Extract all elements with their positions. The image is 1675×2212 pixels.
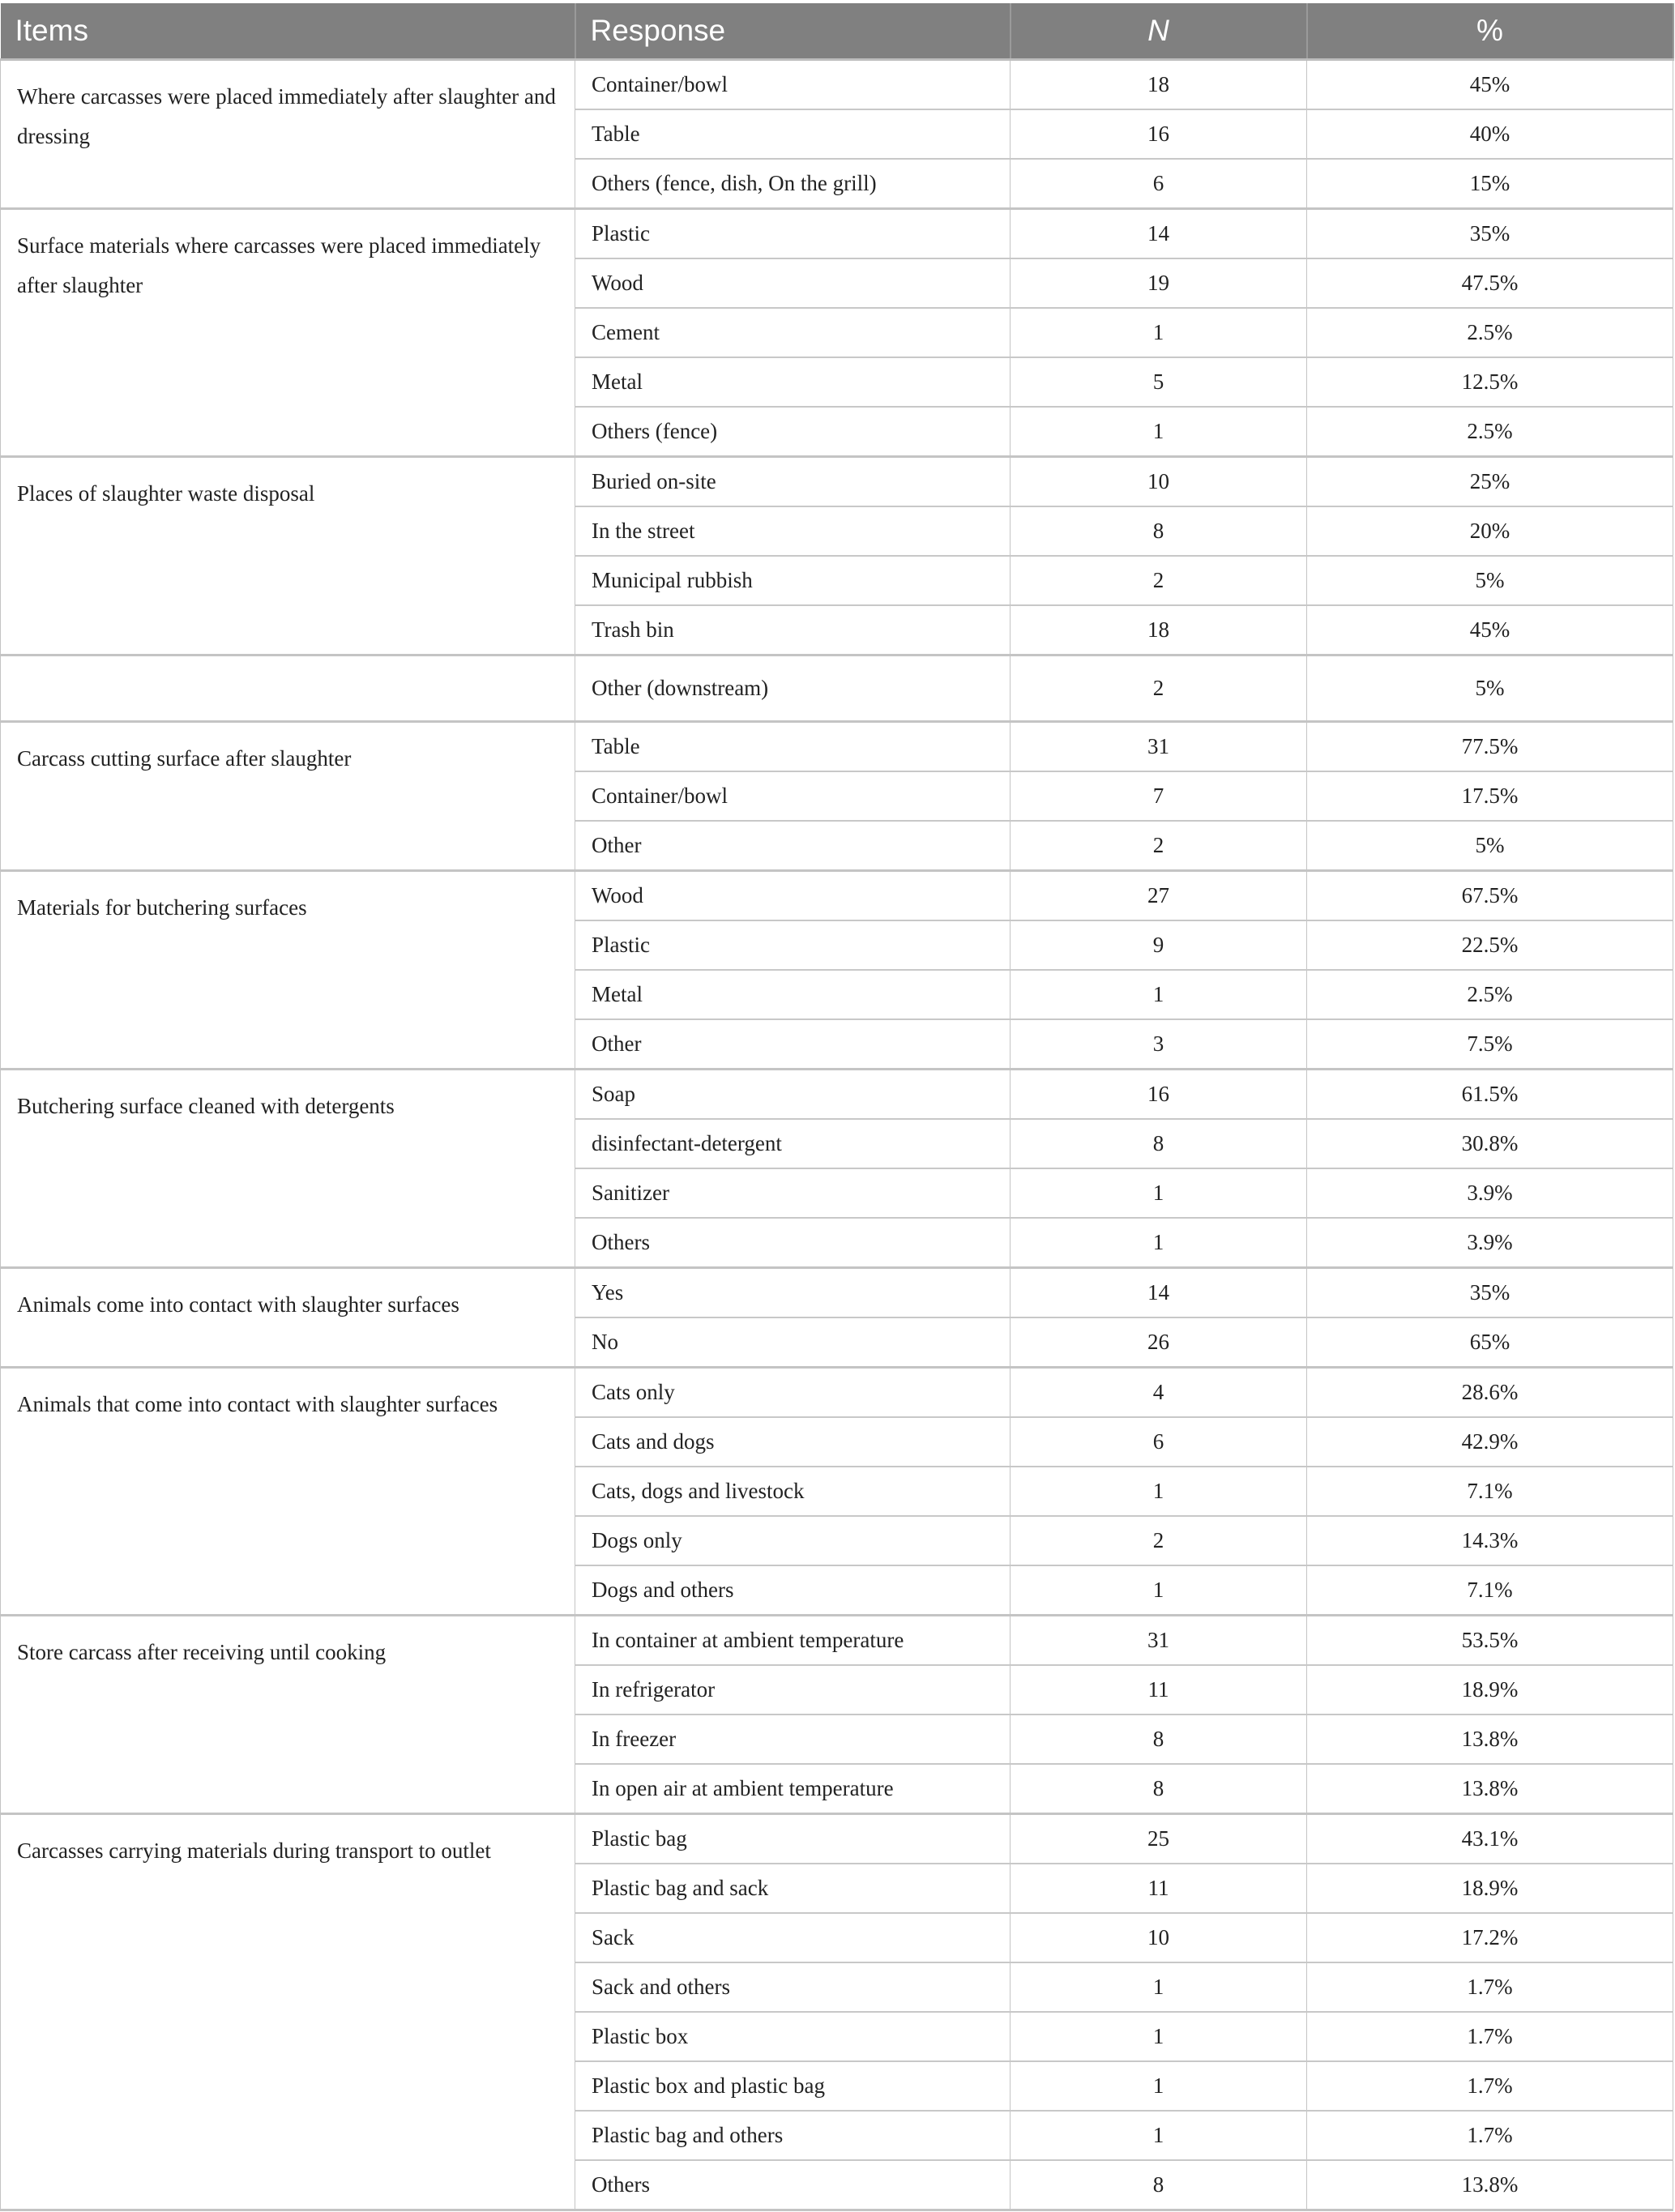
item-cell: Animals that come into contact with slaughter surfaces [1, 1368, 575, 1616]
percent-cell: 15% [1307, 159, 1673, 209]
n-cell: 8 [1011, 1715, 1307, 1764]
item-cell: Carcass cutting surface after slaughter [1, 722, 575, 871]
percent-cell: 45% [1307, 605, 1673, 655]
percent-cell: 25% [1307, 457, 1673, 507]
percent-cell: 18.9% [1307, 1864, 1673, 1913]
percent-cell: 45% [1307, 60, 1673, 110]
percent-cell: 53.5% [1307, 1616, 1673, 1666]
item-cell: Places of slaughter waste disposal [1, 457, 575, 655]
n-cell: 2 [1011, 1516, 1307, 1565]
response-cell: Wood [575, 258, 1011, 308]
n-cell: 5 [1011, 357, 1307, 407]
table-body [1, 60, 1673, 2210]
response-cell: Others [575, 1218, 1011, 1268]
percent-cell: 3.9% [1307, 1218, 1673, 1268]
response-cell: Others (fence) [575, 407, 1011, 457]
table-row [1, 655, 1673, 722]
item-cell: Butchering surface cleaned with detergents [1, 1070, 575, 1268]
percent-cell: 42.9% [1307, 1417, 1673, 1467]
response-cell: Dogs only [575, 1516, 1011, 1565]
n-cell: 4 [1011, 1368, 1307, 1418]
n-cell: 11 [1011, 1665, 1307, 1715]
response-cell: Sack [575, 1913, 1011, 1962]
response-cell: Container/bowl [575, 771, 1011, 821]
percent-cell: 67.5% [1307, 871, 1673, 921]
n-cell: 2 [1011, 556, 1307, 605]
n-cell: 18 [1011, 60, 1307, 110]
percent-cell: 7.5% [1307, 1019, 1673, 1070]
n-cell: 25 [1011, 1814, 1307, 1864]
percent-cell: 1.7% [1307, 2061, 1673, 2111]
n-cell: 1 [1011, 1565, 1307, 1616]
response-cell: Municipal rubbish [575, 556, 1011, 605]
table-row [1, 871, 1673, 921]
header-items: Items [1, 3, 575, 60]
response-cell: Dogs and others [575, 1565, 1011, 1616]
response-cell: In the street [575, 506, 1011, 556]
n-cell: 10 [1011, 1913, 1307, 1962]
n-cell: 14 [1011, 209, 1307, 259]
item-cell [1, 655, 575, 722]
response-cell: Plastic [575, 209, 1011, 259]
header-percent: % [1307, 3, 1673, 60]
item-cell: Carcasses carrying materials during transport to outlet [1, 1814, 575, 2210]
percent-cell: 13.8% [1307, 1715, 1673, 1764]
response-cell: Metal [575, 970, 1011, 1019]
response-cell: Yes [575, 1268, 1011, 1318]
n-cell: 1 [1011, 2012, 1307, 2061]
table-row [1, 1368, 1673, 1418]
n-cell: 1 [1011, 407, 1307, 457]
table-row [1, 209, 1673, 259]
percent-cell: 1.7% [1307, 2111, 1673, 2160]
response-cell: In freezer [575, 1715, 1011, 1764]
percent-cell: 5% [1307, 556, 1673, 605]
n-cell: 19 [1011, 258, 1307, 308]
response-cell: Plastic [575, 920, 1011, 970]
percent-cell: 28.6% [1307, 1368, 1673, 1418]
response-cell: In refrigerator [575, 1665, 1011, 1715]
response-cell: No [575, 1317, 1011, 1368]
percent-cell: 2.5% [1307, 970, 1673, 1019]
table-row [1, 1814, 1673, 1864]
percent-cell: 1.7% [1307, 1962, 1673, 2012]
response-cell: Plastic bag and others [575, 2111, 1011, 2160]
n-cell: 8 [1011, 1764, 1307, 1814]
item-cell: Where carcasses were placed immediately after slaughter and dressing [1, 60, 575, 209]
response-cell: Plastic bag [575, 1814, 1011, 1864]
response-cell: Buried on-site [575, 457, 1011, 507]
response-cell: Container/bowl [575, 60, 1011, 110]
n-cell: 16 [1011, 1070, 1307, 1120]
table-header [1, 3, 1673, 60]
table-row [1, 60, 1673, 110]
percent-cell: 61.5% [1307, 1070, 1673, 1120]
n-cell: 2 [1011, 655, 1307, 722]
response-cell: disinfectant-detergent [575, 1119, 1011, 1168]
percent-cell: 40% [1307, 109, 1673, 159]
response-cell: Trash bin [575, 605, 1011, 655]
item-cell: Surface materials where carcasses were placed immediately after slaughter [1, 209, 575, 457]
n-cell: 7 [1011, 771, 1307, 821]
n-cell: 1 [1011, 970, 1307, 1019]
response-cell: Others [575, 2160, 1011, 2210]
n-cell: 8 [1011, 506, 1307, 556]
percent-cell: 3.9% [1307, 1168, 1673, 1218]
response-cell: In open air at ambient temperature [575, 1764, 1011, 1814]
response-cell: In container at ambient temperature [575, 1616, 1011, 1666]
n-cell: 2 [1011, 821, 1307, 871]
response-cell: Others (fence, dish, On the grill) [575, 159, 1011, 209]
percent-cell: 7.1% [1307, 1565, 1673, 1616]
n-cell: 1 [1011, 1218, 1307, 1268]
percent-cell: 22.5% [1307, 920, 1673, 970]
response-cell: Table [575, 722, 1011, 772]
percent-cell: 1.7% [1307, 2012, 1673, 2061]
n-cell: 9 [1011, 920, 1307, 970]
item-cell: Store carcass after receiving until cooking [1, 1616, 575, 1814]
n-cell: 31 [1011, 1616, 1307, 1666]
percent-cell: 12.5% [1307, 357, 1673, 407]
response-cell: Cats only [575, 1368, 1011, 1418]
response-cell: Sanitizer [575, 1168, 1011, 1218]
response-cell: Soap [575, 1070, 1011, 1120]
n-cell: 1 [1011, 1467, 1307, 1516]
percent-cell: 30.8% [1307, 1119, 1673, 1168]
response-cell: Cats, dogs and livestock [575, 1467, 1011, 1516]
n-cell: 18 [1011, 605, 1307, 655]
percent-cell: 43.1% [1307, 1814, 1673, 1864]
n-cell: 1 [1011, 308, 1307, 357]
n-cell: 3 [1011, 1019, 1307, 1070]
header-n: N [1011, 3, 1307, 60]
percent-cell: 5% [1307, 655, 1673, 722]
table-row [1, 457, 1673, 507]
n-cell: 6 [1011, 1417, 1307, 1467]
n-cell: 1 [1011, 1962, 1307, 2012]
n-cell: 14 [1011, 1268, 1307, 1318]
n-cell: 10 [1011, 457, 1307, 507]
n-cell: 1 [1011, 2061, 1307, 2111]
percent-cell: 2.5% [1307, 407, 1673, 457]
header-response: Response [575, 3, 1011, 60]
item-cell: Materials for butchering surfaces [1, 871, 575, 1070]
percent-cell: 47.5% [1307, 258, 1673, 308]
n-cell: 1 [1011, 1168, 1307, 1218]
n-cell: 6 [1011, 159, 1307, 209]
percent-cell: 17.5% [1307, 771, 1673, 821]
table-row [1, 1070, 1673, 1120]
percent-cell: 14.3% [1307, 1516, 1673, 1565]
n-cell: 1 [1011, 2111, 1307, 2160]
survey-table [0, 3, 1674, 2211]
response-cell: Other [575, 821, 1011, 871]
n-cell: 27 [1011, 871, 1307, 921]
percent-cell: 35% [1307, 209, 1673, 259]
n-cell: 26 [1011, 1317, 1307, 1368]
percent-cell: 20% [1307, 506, 1673, 556]
item-cell: Animals come into contact with slaughter surfaces [1, 1268, 575, 1368]
table-row [1, 722, 1673, 772]
percent-cell: 17.2% [1307, 1913, 1673, 1962]
response-cell: Other (downstream) [575, 655, 1011, 722]
percent-cell: 7.1% [1307, 1467, 1673, 1516]
percent-cell: 65% [1307, 1317, 1673, 1368]
percent-cell: 13.8% [1307, 1764, 1673, 1814]
percent-cell: 77.5% [1307, 722, 1673, 772]
response-cell: Wood [575, 871, 1011, 921]
n-cell: 8 [1011, 1119, 1307, 1168]
response-cell: Plastic box [575, 2012, 1011, 2061]
percent-cell: 13.8% [1307, 2160, 1673, 2210]
response-cell: Other [575, 1019, 1011, 1070]
response-cell: Metal [575, 357, 1011, 407]
table-row [1, 1616, 1673, 1666]
n-cell: 31 [1011, 722, 1307, 772]
response-cell: Table [575, 109, 1011, 159]
response-cell: Cats and dogs [575, 1417, 1011, 1467]
response-cell: Cement [575, 308, 1011, 357]
percent-cell: 2.5% [1307, 308, 1673, 357]
response-cell: Sack and others [575, 1962, 1011, 2012]
percent-cell: 5% [1307, 821, 1673, 871]
n-cell: 11 [1011, 1864, 1307, 1913]
n-cell: 16 [1011, 109, 1307, 159]
percent-cell: 18.9% [1307, 1665, 1673, 1715]
table-row [1, 1268, 1673, 1318]
percent-cell: 35% [1307, 1268, 1673, 1318]
response-cell: Plastic box and plastic bag [575, 2061, 1011, 2111]
response-cell: Plastic bag and sack [575, 1864, 1011, 1913]
n-cell: 8 [1011, 2160, 1307, 2210]
